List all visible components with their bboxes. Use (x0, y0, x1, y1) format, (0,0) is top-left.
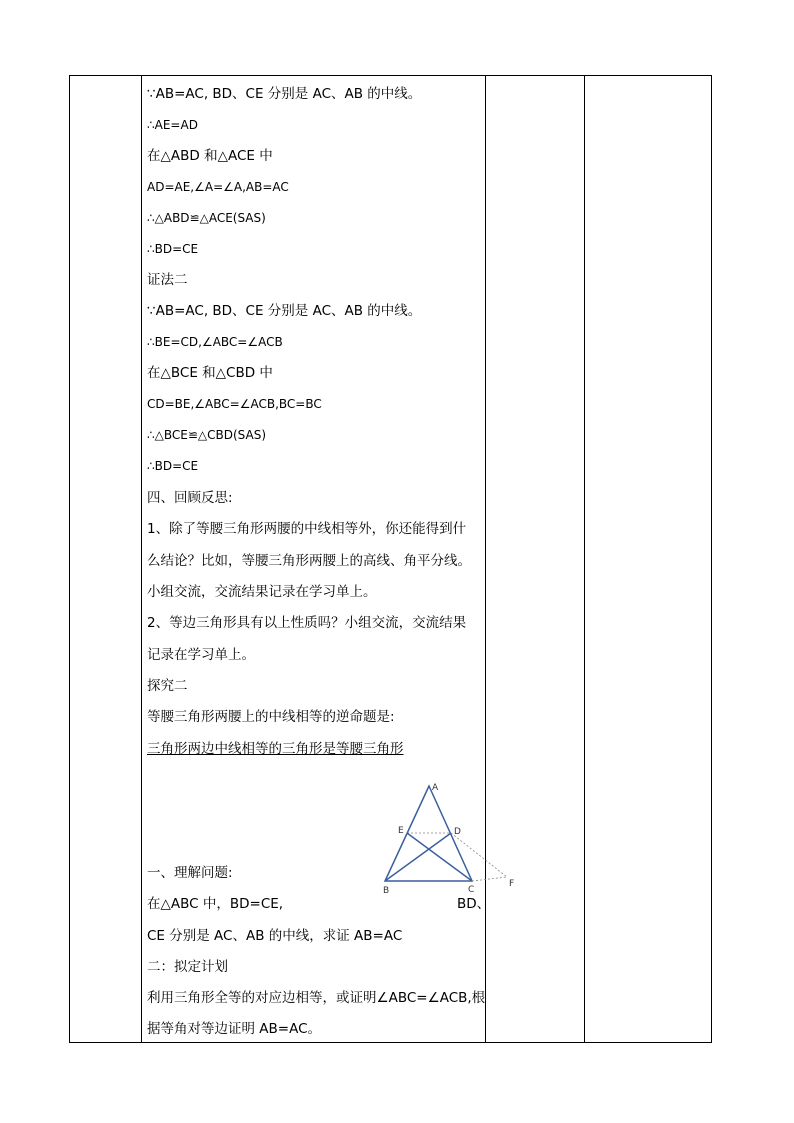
label-c: C (468, 885, 475, 895)
text-line-9: ∴BE=CD,∠ABC=∠ACB (147, 335, 283, 349)
text-line-13: ∴BD=CE (147, 459, 199, 473)
text-line-10: 在△BCE 和△CBD 中 (147, 365, 273, 381)
text-line-24-tail: BD、 (457, 896, 491, 912)
segment-df (451, 833, 507, 877)
text-line-26: 二：拟定计划 (147, 959, 228, 975)
converse-statement: 三角形两边中线相等的三角形是等腰三角形 (147, 741, 404, 757)
text-line-23: 一、理解问题: (147, 865, 233, 881)
label-b: B (383, 886, 390, 896)
label-d: D (454, 827, 461, 837)
text-line-20: 探究二 (147, 678, 188, 694)
text-line-21: 等腰三角形两腰上的中线相等的逆命题是: (147, 709, 395, 725)
text-line-3: 在△ABD 和△ACE 中 (147, 148, 273, 164)
median-cd (407, 833, 472, 881)
text-line-12: ∴△BCE≌△CBD(SAS) (147, 428, 267, 442)
text-line-27: 利用三角形全等的对应边相等，或证明∠ABC=∠ACB,根 (147, 990, 486, 1006)
segment-cf (472, 877, 507, 881)
text-line-2: ∴AE=AD (147, 118, 198, 132)
text-line-24: 在△ABC 中，BD=CE, (147, 896, 284, 912)
column-divider-3 (584, 76, 585, 1042)
text-line-28: 据等角对等边证明 AB=AC。 (147, 1021, 322, 1037)
column-divider-1 (141, 76, 142, 1042)
text-line-19: 记录在学习单上。 (147, 647, 255, 663)
label-e: E (398, 826, 404, 836)
text-line-14: 四、回顾反思: (147, 490, 233, 506)
triangle-diagram (379, 778, 539, 900)
text-line-16: 么结论？比如，等腰三角形两腰上的高线、角平分线。 (147, 553, 471, 569)
text-line-17: 小组交流，交流结果记录在学习单上。 (147, 584, 377, 600)
text-line-4: AD=AE,∠A=∠A,AB=AC (147, 180, 289, 194)
lesson-table (69, 75, 712, 1043)
text-line-5: ∴△ABD≌△ACE(SAS) (147, 211, 266, 225)
label-a: A (432, 783, 439, 793)
text-line-1: ∵AB=AC, BD、CE 分别是 AC、AB 的中线。 (147, 86, 422, 102)
text-line-8: ∵AB=AC, BD、CE 分别是 AC、AB 的中线。 (147, 303, 422, 319)
text-line-6: ∴BD=CE (147, 242, 199, 256)
text-line-15: 1、除了等腰三角形两腰的中线相等外，你还能得到什 (147, 521, 467, 537)
text-line-11: CD=BE,∠ABC=∠ACB,BC=BC (147, 397, 322, 411)
text-line-18: 2、等边三角形具有以上性质吗？小组交流，交流结果 (147, 615, 467, 631)
text-line-7: 证法二 (147, 272, 188, 288)
label-f: F (509, 879, 515, 889)
median-bd (385, 833, 451, 881)
text-line-25: CE 分别是 AC、AB 的中线，求证 AB=AC (147, 928, 403, 944)
